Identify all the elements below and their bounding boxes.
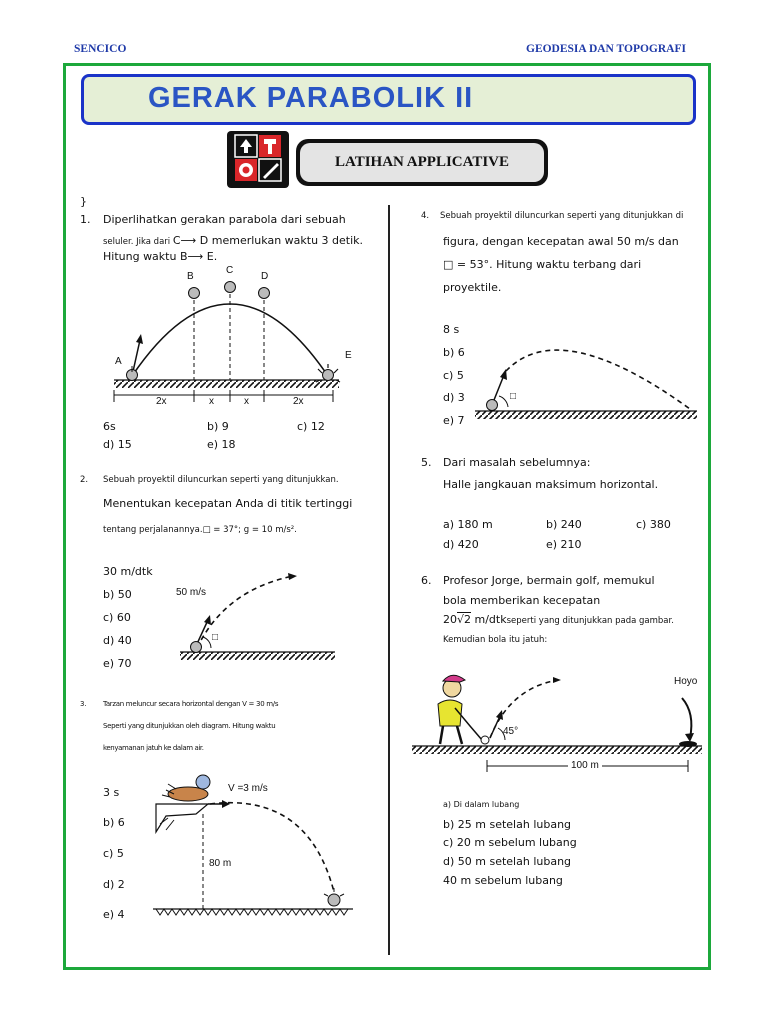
q4-option-a: 8 s xyxy=(443,323,460,336)
q1-dim-1: 2x xyxy=(156,396,167,407)
q4-text-1: Sebuah proyektil diluncurkan seperti yang ditunjukkan di xyxy=(440,211,684,221)
q1-text-2: seluler. Jika dari C⟶ D memerlukan waktu 3 detik. xyxy=(103,234,364,247)
q2-option-b: b) 50 xyxy=(103,588,132,601)
q6-text-1: Profesor Jorge, bermain golf, memukul xyxy=(443,574,655,587)
q4-option-b: b) 6 xyxy=(443,346,465,359)
q2-option-a: 30 m/dtk xyxy=(103,565,153,578)
page-title: GERAK PARABOLIK II xyxy=(148,82,474,114)
q2-option-e: e) 70 xyxy=(103,657,132,670)
q2-option-d: d) 40 xyxy=(103,634,132,647)
q2-option-c: c) 60 xyxy=(103,611,131,624)
q5-option-c: c) 380 xyxy=(636,518,671,531)
q2-number: 2. xyxy=(80,475,89,485)
q4-text-3: □ = 53°. Hitung waktu terbang dari xyxy=(443,258,642,271)
q3-number: 3. xyxy=(80,700,87,708)
q3-option-c: c) 5 xyxy=(103,847,124,860)
q1-label-c: C xyxy=(226,265,234,276)
q1-option-a: 6s xyxy=(103,420,116,433)
q2-angle-label: □ xyxy=(212,632,219,643)
q6-option-d: d) 50 m setelah lubang xyxy=(443,855,572,868)
q2-text-3: tentang perjalanannya.□ = 37°; g = 10 m/s². xyxy=(103,525,297,535)
page-subtitle: LATIHAN APPLICATIVE xyxy=(300,143,544,182)
header-left: SENCICO xyxy=(74,43,127,55)
q3-text-3: kenyamanan jatuh ke dalam air. xyxy=(103,744,204,752)
q6-diagram xyxy=(410,668,710,780)
q1-label-e: E xyxy=(345,350,352,361)
title-box xyxy=(81,74,696,125)
q6-text-3: 20√2 m/dtkseperti yang ditunjukkan pada gambar. xyxy=(443,613,674,626)
q3-height-label: 80 m xyxy=(209,858,232,869)
q2-diagram xyxy=(175,570,340,665)
q6-option-e: 40 m sebelum lubang xyxy=(443,874,563,887)
q1-label-d: D xyxy=(261,271,269,282)
q1-option-b: b) 9 xyxy=(207,420,229,433)
stray-brace: } xyxy=(80,195,87,208)
q3-option-a: 3 s xyxy=(103,786,120,799)
q5-text-1: Dari masalah sebelumnya: xyxy=(443,456,591,469)
q4-diagram xyxy=(470,325,702,425)
q1-dim-4: 2x xyxy=(293,396,304,407)
q6-hole-label: Hoyo xyxy=(674,676,698,687)
q3-velocity-label: V =3 m/s xyxy=(228,783,268,794)
q6-text-4: Kemudian bola itu jatuh: xyxy=(443,635,548,645)
q4-text-4: proyektile. xyxy=(443,281,502,294)
q6-number: 6. xyxy=(421,574,432,587)
q4-option-c: c) 5 xyxy=(443,369,464,382)
q5-option-e: e) 210 xyxy=(546,538,582,551)
q4-option-e: e) 7 xyxy=(443,414,465,427)
q6-option-a: a) Di dalam lubang xyxy=(443,800,520,809)
q3-option-d: d) 2 xyxy=(103,878,125,891)
q5-option-d: d) 420 xyxy=(443,538,479,551)
q4-angle-label: □ xyxy=(510,391,517,402)
q1-dim-2: x xyxy=(209,396,214,407)
q1-dim-3: x xyxy=(244,396,249,407)
q1-text-1: Diperlihatkan gerakan parabola dari sebuah xyxy=(103,213,346,226)
sencico-logo-icon xyxy=(227,131,289,188)
q3-option-e: e) 4 xyxy=(103,908,125,921)
q3-text-2: Seperti yang ditunjukkan oleh diagram. Hitung waktu xyxy=(103,722,276,730)
q1-option-d: d) 15 xyxy=(103,438,132,451)
subtitle-box xyxy=(296,139,548,186)
q6-option-b: b) 25 m setelah lubang xyxy=(443,818,572,831)
q4-text-2: figura, dengan kecepatan awal 50 m/s dan xyxy=(443,235,679,248)
q5-number: 5. xyxy=(421,456,432,469)
q6-distance-label: 100 m xyxy=(568,760,602,772)
q1-label-b: B xyxy=(187,271,194,282)
header-right: GEODESIA DAN TOPOGRAFI xyxy=(526,43,686,55)
q3-option-b: b) 6 xyxy=(103,816,125,829)
q2-velocity-label: 50 m/s xyxy=(176,587,207,598)
q4-number: 4. xyxy=(421,211,430,221)
q1-text-3: Hitung waktu B⟶ E. xyxy=(103,250,218,263)
q6-angle-label: 45° xyxy=(503,726,519,737)
q5-option-b: b) 240 xyxy=(546,518,582,531)
q1-number: 1. xyxy=(80,213,91,226)
q2-text-2: Menentukan kecepatan Anda di titik tertinggi xyxy=(103,497,353,510)
q1-option-c: c) 12 xyxy=(297,420,325,433)
column-divider xyxy=(388,205,390,955)
q1-diagram xyxy=(110,262,350,412)
q5-text-2: Halle jangkauan maksimum horizontal. xyxy=(443,478,659,491)
q2-text-1: Sebuah proyektil diluncurkan seperti yang ditunjukkan. xyxy=(103,475,339,485)
q3-text-1: Tarzan meluncur secara horizontal dengan V = 30 m/s xyxy=(103,700,279,708)
q1-option-e: e) 18 xyxy=(207,438,236,451)
q4-option-d: d) 3 xyxy=(443,391,465,404)
q6-option-c: c) 20 m sebelum lubang xyxy=(443,836,577,849)
q6-text-2: bola memberikan kecepatan xyxy=(443,594,601,607)
q1-label-a: A xyxy=(115,356,122,367)
q5-option-a: a) 180 m xyxy=(443,518,493,531)
